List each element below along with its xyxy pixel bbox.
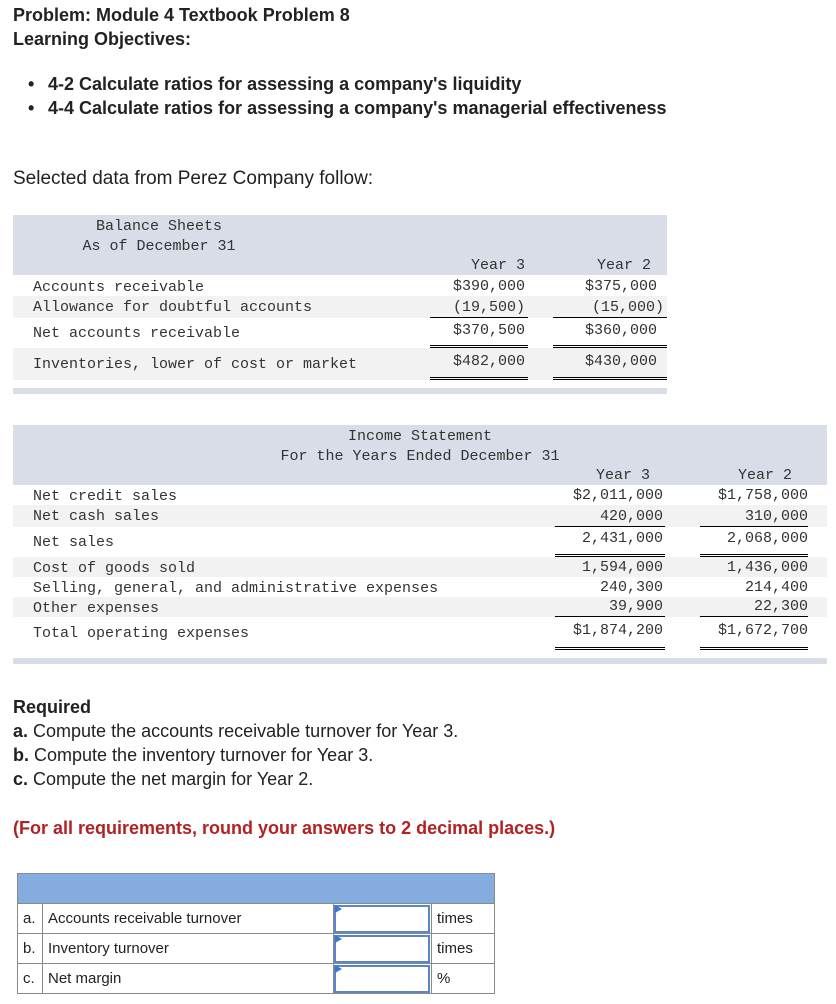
answer-header — [18, 874, 495, 904]
net-margin-input[interactable] — [334, 965, 430, 993]
rounding-note: (For all requirements, round your answers to 2 decimal places.) — [13, 818, 556, 838]
col-year3: Year 3 — [470, 257, 525, 274]
col-year3: Year 3 — [595, 467, 650, 484]
table-footer-bar — [13, 388, 667, 394]
answer-table — [17, 873, 495, 994]
table-row: Accounts receivable $390,000 $375,000 — [33, 278, 657, 296]
table-row: Other expenses 39,900 22,300 — [13, 597, 827, 617]
required-item: b. Compute the inventory turnover for Year 3. — [13, 745, 374, 765]
balance-subtitle: As of December 31 — [82, 238, 236, 255]
table-row: Net cash sales 420,000 310,000 — [13, 505, 827, 527]
answer-row: c. Net margin % — [18, 964, 495, 994]
balance-title: Balance Sheets — [95, 218, 223, 235]
balance-sheet-table — [13, 215, 667, 394]
flag-icon — [335, 965, 342, 973]
table-row: Net sales 2,431,000 2,068,000 — [13, 527, 827, 557]
inventory-turnover-input[interactable] — [334, 935, 430, 963]
required-title: Required — [13, 697, 92, 717]
required-item: a. Compute the accounts receivable turnover for Year 3. — [13, 721, 459, 741]
table-row: Net credit sales $2,011,000 $1,758,000 — [33, 487, 808, 505]
answer-row: b. Inventory turnover times — [18, 934, 495, 964]
intro-text: Selected data from Perez Company follow: — [13, 168, 374, 189]
col-year2: Year 2 — [596, 257, 651, 274]
table-row: Selling, general, and administrative expenses 240,300 214,400 — [33, 579, 808, 597]
table-row: Cost of goods sold 1,594,000 1,436,000 — [13, 557, 827, 577]
table-row: Allowance for doubtful accounts (19,500) (15,000) — [13, 296, 667, 318]
table-row: Total operating expenses $1,874,200 $1,672,700 — [13, 617, 827, 650]
answer-row: a. Accounts receivable turnover times — [18, 904, 495, 934]
objective-item: • 4-2 Calculate ratios for assessing a company's liquidity — [48, 74, 521, 95]
income-title: Income Statement — [347, 428, 493, 445]
table-footer-bar — [13, 658, 827, 664]
col-year2: Year 2 — [737, 467, 792, 484]
table-row: Inventories, lower of cost or market $482,000 $430,000 — [13, 348, 667, 380]
table-row: Net accounts receivable $370,500 $360,000 — [13, 318, 667, 348]
income-statement-table — [13, 425, 827, 664]
problem-title: Problem: Module 4 Textbook Problem 8 — [13, 5, 350, 25]
ar-turnover-input[interactable] — [334, 905, 430, 933]
objectives-title: Learning Objectives: — [13, 29, 192, 49]
required-item: c. Compute the net margin for Year 2. — [13, 769, 314, 789]
flag-icon — [335, 935, 342, 943]
flag-icon — [335, 905, 342, 913]
objective-item: • 4-4 Calculate ratios for assessing a company's managerial effectiveness — [48, 98, 667, 119]
income-subtitle: For the Years Ended December 31 — [280, 448, 560, 465]
